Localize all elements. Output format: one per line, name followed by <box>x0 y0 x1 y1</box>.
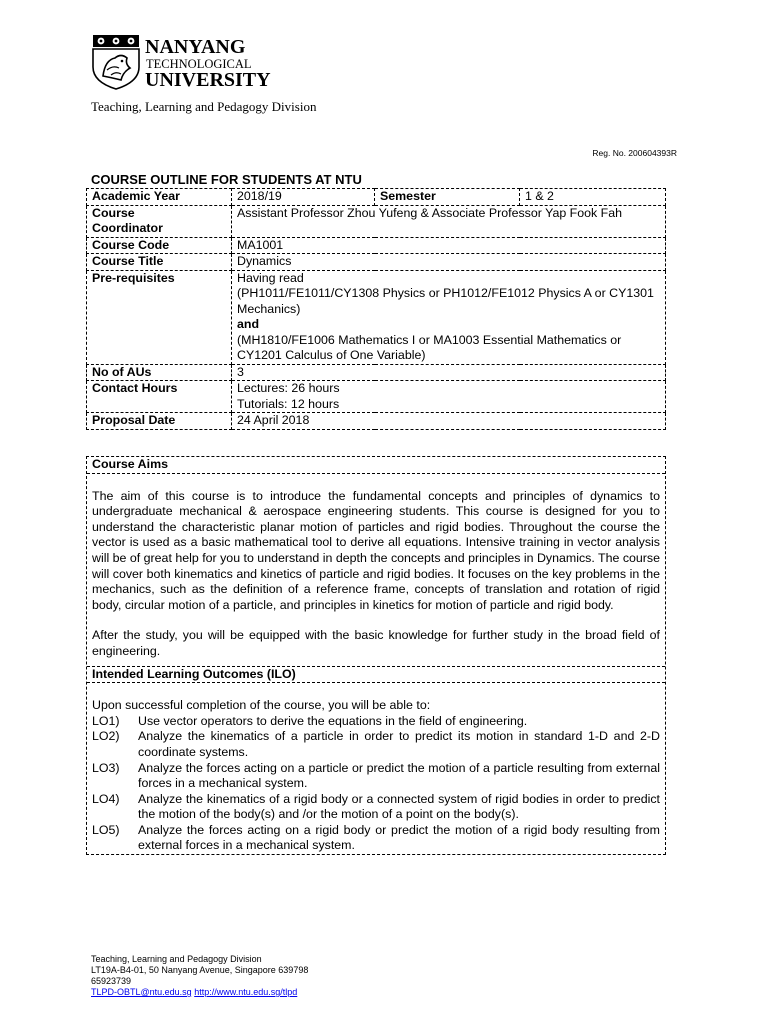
lo-number: LO1) <box>92 713 120 728</box>
registration-number: Reg. No. 200604393R <box>592 148 677 158</box>
course-aims-body <box>87 474 665 666</box>
row-course-code <box>87 237 666 254</box>
contact-hours-value <box>232 381 666 413</box>
lo-text: Analyze the kinematics of a particle in order to predict its motion in standard 1-D and 2-D coordinate systems. <box>138 729 660 759</box>
list-item <box>92 761 660 792</box>
proposal-date-value: 24 April 2018 <box>232 413 666 430</box>
logo-text-line-2: TECHNOLOGICAL <box>146 57 252 71</box>
row-aus <box>87 364 666 381</box>
contact-lectures: Lectures: 26 hours <box>237 381 340 395</box>
prereq-line-1: Having read <box>237 270 304 285</box>
logo-text-line-3: UNIVERSITY <box>145 69 271 91</box>
course-title-value: Dynamics <box>232 254 666 271</box>
list-item <box>92 792 660 823</box>
lo-text: Analyze the forces acting on a particle or predict the motion of a particle resulting from external forces in a mechanical system. <box>138 760 660 791</box>
lo-number: LO5) <box>92 822 120 837</box>
page-footer <box>91 954 308 998</box>
row-prerequisites <box>87 270 666 364</box>
course-aims-paragraph-2: After the study, you will be equipped with the basic knowledge for further study in the broad field of engineering. <box>92 628 660 658</box>
footer-email-link[interactable]: TLPD-OBTL@ntu.edu.sg <box>91 987 192 997</box>
course-aims-heading: Course Aims <box>87 457 665 474</box>
academic-year-label: Academic Year <box>87 189 232 206</box>
lo-text: Use vector operators to derive the equations in the field of engineering. <box>138 713 528 728</box>
prerequisites-value <box>232 270 666 364</box>
contact-hours-label: Contact Hours <box>87 381 232 413</box>
division-name: Teaching, Learning and Pedagogy Division <box>91 99 317 114</box>
coordinator-label-line-2: Coordinator <box>92 221 163 235</box>
coordinator-value: Assistant Professor Zhou Yufeng & Associate Professor Yap Fook Fah <box>232 205 666 237</box>
row-contact-hours <box>87 381 666 413</box>
lo-text: Analyze the kinematics of a rigid body or a connected system of rigid bodies in order to predict the motion of the body(s) and /or the motion of a point on the body(s). <box>138 791 660 822</box>
semester-label: Semester <box>375 189 520 206</box>
course-code-value: MA1001 <box>232 237 666 254</box>
footer-website-link[interactable]: http://www.ntu.edu.sg/tlpd <box>194 987 298 997</box>
ilo-body <box>87 683 665 854</box>
ilo-intro: Upon successful completion of the course, you will be able to: <box>92 698 431 713</box>
footer-links <box>91 987 308 998</box>
lo-number: LO3) <box>92 760 120 775</box>
row-course-title <box>87 254 666 271</box>
prereq-line-3: (MH1810/FE1006 Mathematics I or MA1003 Essential Mathematics or CY1201 Calculus of One Variable) <box>237 332 622 362</box>
list-item <box>92 714 660 730</box>
lo-text: Analyze the forces acting on a rigid body or predict the motion of a rigid body resulting from external forces in a mechanical system. <box>138 822 660 853</box>
course-info-table <box>86 188 666 430</box>
row-academic-year <box>87 189 666 206</box>
list-item <box>92 823 660 854</box>
ilo-heading: Intended Learning Outcomes (ILO) <box>87 666 665 684</box>
footer-phone: 65923739 <box>91 976 132 986</box>
proposal-date-label: Proposal Date <box>87 413 232 430</box>
document-title: COURSE OUTLINE FOR STUDENTS AT NTU <box>91 172 362 187</box>
contact-tutorials: Tutorials: 12 hours <box>237 396 340 411</box>
logo-text-line-1: NANYANG <box>145 36 246 58</box>
row-coordinator <box>87 205 666 237</box>
coordinator-label <box>87 205 232 237</box>
ntu-logo <box>91 34 271 91</box>
footer-division: Teaching, Learning and Pedagogy Division <box>91 954 262 964</box>
prerequisites-label: Pre-requisites <box>87 270 232 364</box>
prereq-line-2: (PH1011/FE1011/CY1308 Physics or PH1012/FE1012 Physics A or CY1301 Mechanics) <box>237 286 654 316</box>
aus-value: 3 <box>232 364 666 381</box>
aus-label: No of AUs <box>87 364 232 381</box>
academic-year-value: 2018/19 <box>232 189 375 206</box>
ntu-crest-icon <box>91 34 141 90</box>
course-title-label: Course Title <box>87 254 232 271</box>
footer-address: LT19A-B4-01, 50 Nanyang Avenue, Singapore 639798 <box>91 965 309 975</box>
course-aims-box <box>86 456 666 855</box>
prereq-and: and <box>237 317 260 331</box>
coordinator-label-line-1: Course <box>92 205 135 220</box>
semester-value: 1 & 2 <box>520 189 666 206</box>
lo-number: LO4) <box>92 791 120 806</box>
row-proposal-date <box>87 413 666 430</box>
course-aims-paragraph-1: The aim of this course is to introduce the fundamental concepts and principles of dynamics to undergraduate mechanical & aerospace engineering students. This course is designed for you to understand the characteristic planar motion of particles and rigid bodies. Throughout the course the vector is used as a basic mathematical tool to derive all equations. Intensive training in vector analysis will be of great help for you to understand in depth the concepts and principles in Dynamics. The course will cover both kinematics and kinetics of particle and rigid bodies. It focuses on the key problems in the mechanics, such as the definition of a reference frame, concepts of translation and rotation of rigid body, circular motion of a particle, and principles in kinetics for motion of particle and rigid body. <box>92 488 661 612</box>
lo-number: LO2) <box>92 729 120 744</box>
list-item <box>92 729 660 760</box>
course-code-label: Course Code <box>87 237 232 254</box>
